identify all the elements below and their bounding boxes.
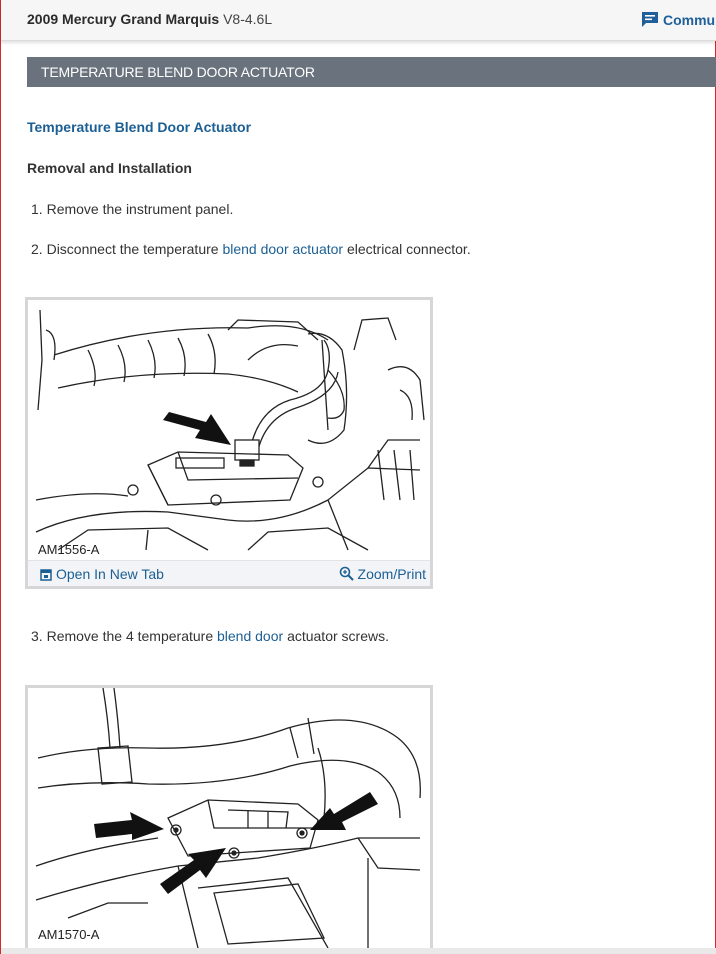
article-title-link[interactable]: Temperature Blend Door Actuator xyxy=(27,119,252,135)
blend-door-link[interactable]: blend door xyxy=(217,628,284,644)
zoom-in-icon xyxy=(339,566,354,581)
step-text: electrical connector. xyxy=(346,241,471,257)
blend-door-actuator-link[interactable]: blend door actuator xyxy=(222,241,344,257)
section-title: TEMPERATURE BLEND DOOR ACTUATOR xyxy=(41,64,315,80)
zoom-print-label: Zoom/Print xyxy=(357,566,426,582)
step-text: Remove the instrument panel. xyxy=(46,201,234,217)
bottom-edge xyxy=(1,948,716,954)
step-number: 2. xyxy=(31,241,43,257)
zoom-print-link[interactable] xyxy=(339,566,426,582)
step-text: actuator screws. xyxy=(287,628,389,644)
open-in-new-tab-link[interactable] xyxy=(40,566,164,582)
step-2 xyxy=(31,241,471,257)
vehicle-title xyxy=(27,11,272,27)
step-number: 3. xyxy=(31,628,43,644)
vehicle-name: 2009 Mercury Grand Marquis xyxy=(27,11,220,27)
figure-label: AM1556-A xyxy=(38,542,100,557)
figure-am1556 xyxy=(25,297,433,589)
top-bar xyxy=(1,0,716,41)
figure-am1570 xyxy=(25,685,433,951)
article-subheading: Removal and Installation xyxy=(27,160,192,176)
connector-diagram[interactable] xyxy=(28,300,430,560)
section-title-bar xyxy=(27,57,716,87)
step-text: Remove the 4 temperature xyxy=(46,628,214,644)
chat-bubble-icon xyxy=(641,11,659,28)
figure-toolbar xyxy=(28,560,430,586)
actuator-screws-diagram[interactable] xyxy=(28,688,430,948)
community-button[interactable] xyxy=(641,11,715,28)
step-text: Disconnect the temperature xyxy=(46,241,219,257)
open-in-new-tab-label: Open In New Tab xyxy=(56,566,164,582)
step-number: 1. xyxy=(31,201,43,217)
vehicle-engine: V8-4.6L xyxy=(223,11,273,27)
community-label: Commu xyxy=(663,12,716,28)
open-new-tab-icon xyxy=(40,569,52,581)
figure-label: AM1570-A xyxy=(38,927,100,942)
step-1 xyxy=(31,201,233,217)
step-3 xyxy=(31,628,389,644)
